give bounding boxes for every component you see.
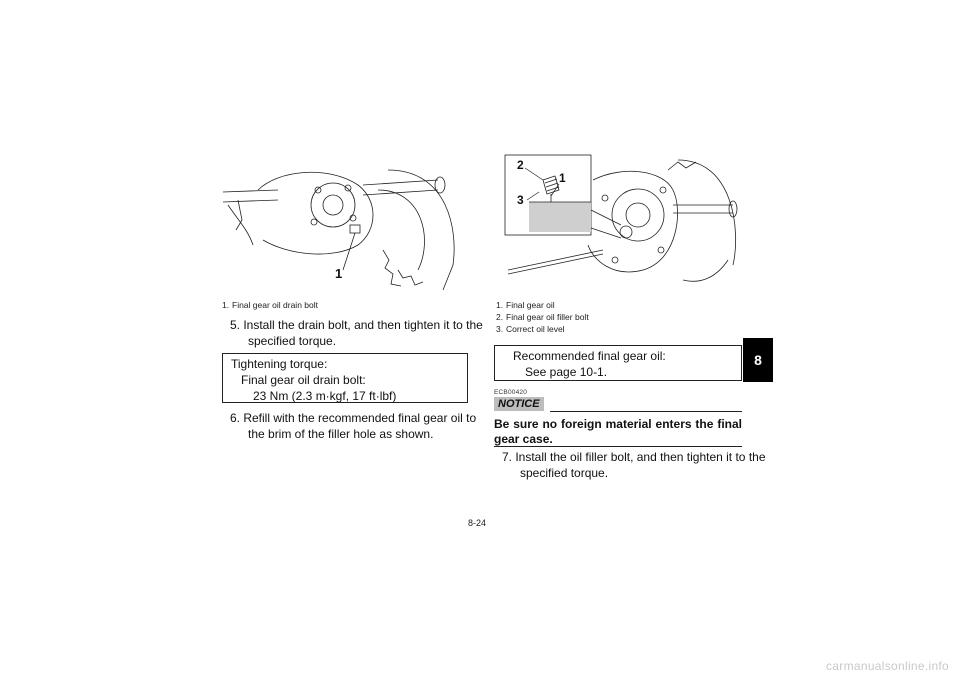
- notice-header: [494, 397, 742, 415]
- figure-callout-1: 1: [559, 171, 566, 185]
- torque-box-title: Tightening torque:: [231, 357, 328, 371]
- figure-callout-3: 3: [517, 193, 524, 207]
- recommended-oil-box: [494, 345, 742, 381]
- right-figure-captions: [496, 299, 736, 335]
- caption-item: 1. Final gear oil: [496, 300, 555, 310]
- torque-box-value: 23 Nm (2.3 m·kgf, 17 ft·lbf): [253, 389, 397, 403]
- figure-callout-1: 1: [335, 266, 343, 281]
- torque-spec-box: [222, 353, 468, 403]
- left-figure-caption: [222, 299, 462, 311]
- torque-box-item: Final gear oil drain bolt:: [241, 373, 366, 387]
- caption-item: 1. Final gear oil drain bolt: [222, 300, 318, 310]
- notice-label: NOTICE: [494, 397, 544, 411]
- notice-code: ECB00420: [494, 389, 528, 396]
- caption-item: 3. Correct oil level: [496, 324, 565, 334]
- oil-box-title: Recommended final gear oil:: [513, 349, 666, 363]
- watermark-text: carmanualsonline.info: [826, 659, 950, 673]
- figure-drain-bolt: [218, 150, 466, 298]
- oil-box-value: See page 10-1.: [525, 365, 608, 379]
- figure-filler-bolt: [493, 150, 743, 298]
- drain-bolt-illustration: [218, 150, 466, 298]
- caption-item: 2. Final gear oil filler bolt: [496, 312, 589, 322]
- step-5: 5. Install the drain bolt, and then tighten it to the specified torque.: [230, 318, 483, 348]
- notice-bottom-rule: [494, 446, 742, 447]
- filler-bolt-illustration: [493, 150, 743, 298]
- page-number: 8-24: [468, 518, 487, 528]
- section-tab: 8: [743, 338, 773, 382]
- figure-callout-2: 2: [517, 158, 524, 172]
- step-7: 7. Install the oil filler bolt, and then tighten it to the specified torque.: [502, 450, 766, 480]
- notice-text: Be sure no foreign material enters the final gear case.: [494, 417, 742, 446]
- notice-rule: [550, 411, 742, 412]
- step-6: 6. Refill with the recommended final gear oil to the brim of the filler hole as shown.: [230, 411, 477, 441]
